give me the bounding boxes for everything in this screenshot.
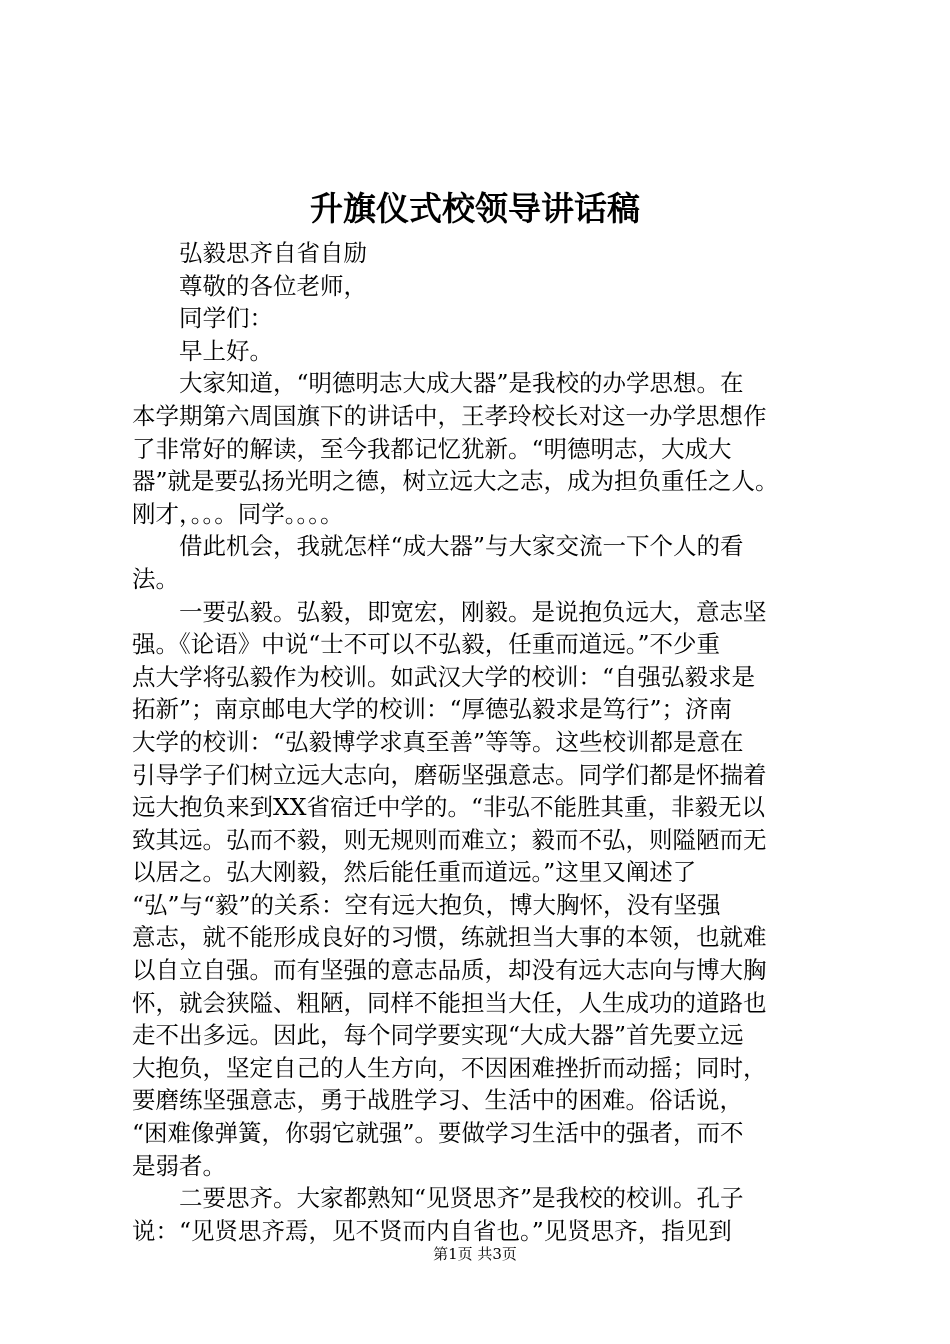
body-line: 刚才，。。。同学。。。。 (132, 499, 344, 528)
body-line: 弘毅思齐自省自励 (132, 239, 367, 267)
body-line: 二要思齐。大家都熟知“见贤思齐”是我校的校训。孔子 (132, 1184, 744, 1213)
body-line: 强。《论语》中说“士不可以不弘毅，任重而道远。”不少重 (132, 630, 721, 659)
body-line: “困难像弹簧，你弱它就强”。要做学习生活中的强者，而不 (132, 1119, 744, 1148)
body-line: 意志，就不能形成良好的习惯，练就担当大事的本领，也就难 (132, 923, 767, 952)
body-line: 同学们： (132, 304, 273, 333)
document-title: 升旗仪式校领导讲话稿 (310, 189, 640, 228)
body-line: 器”就是要弘扬光明之德，树立远大之志，成为担负重任之人。 (132, 467, 779, 496)
body-line: 大家知道，“明德明志大成大器”是我校的办学思想。在 (132, 369, 744, 398)
body-line: 以自立自强。而有坚强的意志品质，却没有远大志向与博大胸 (132, 956, 767, 985)
body-line: 走不出多远。因此，每个同学要实现“大成大器”首先要立远 (132, 1021, 744, 1050)
body-line: 早上好。 (132, 336, 273, 365)
body-line: 大学的校训：“弘毅博学求真至善”等等。这些校训都是意在 (132, 727, 744, 756)
body-line: 尊敬的各位老师， (132, 271, 367, 300)
body-line: 拓新”；南京邮电大学的校训：“厚德弘毅求是笃行”；济南 (132, 695, 733, 724)
body-line: 点大学将弘毅作为校训。如武汉大学的校训：“自强弘毅求是 (132, 662, 756, 691)
body-line: 法。 (132, 564, 179, 593)
body-line: 远大抱负来到XX省宿迁中学的。“非弘不能胜其重，非毅无以 (132, 793, 765, 822)
body-line: 怀，就会狭隘、粗陋，同样不能担当大任，人生成功的道路也 (132, 988, 767, 1017)
body-line: “弘”与“毅”的关系：空有远大抱负，博大胸怀，没有坚强 (132, 890, 721, 919)
body-line: 本学期第六周国旗下的讲话中，王孝玲校长对这一办学思想作 (132, 401, 767, 430)
body-line: 致其远。弘而不毅，则无规则而难立；毅而不弘，则隘陋而无 (132, 825, 767, 854)
body-line: 是弱者。 (132, 1151, 226, 1180)
body-line: 了非常好的解读，至今我都记忆犹新。“明德明志，大成大 (132, 434, 732, 463)
body-line: 要磨练坚强意志，勇于战胜学习、生活中的困难。俗话说， (132, 1086, 743, 1115)
body-line: 以居之。弘大刚毅，然后能任重而道远。”这里又阐述了 (132, 858, 697, 887)
page-footer: 第1页 共3页 (433, 1245, 517, 1263)
body-line: 引导学子们树立远大志向，磨砺坚强意志。同学们都是怀揣着 (132, 760, 767, 789)
body-line: 说：“见贤思齐焉，见不贤而内自省也。”见贤思齐，指见到 (132, 1216, 732, 1245)
document-body (132, 237, 828, 1247)
body-line: 大抱负，坚定自己的人生方向，不因困难挫折而动摇；同时， (132, 1053, 767, 1082)
body-line: 借此机会，我就怎样“成大器”与大家交流一下个人的看 (132, 532, 744, 561)
body-line: 一要弘毅。弘毅，即宽宏，刚毅。是说抱负远大，意志坚 (132, 597, 767, 626)
